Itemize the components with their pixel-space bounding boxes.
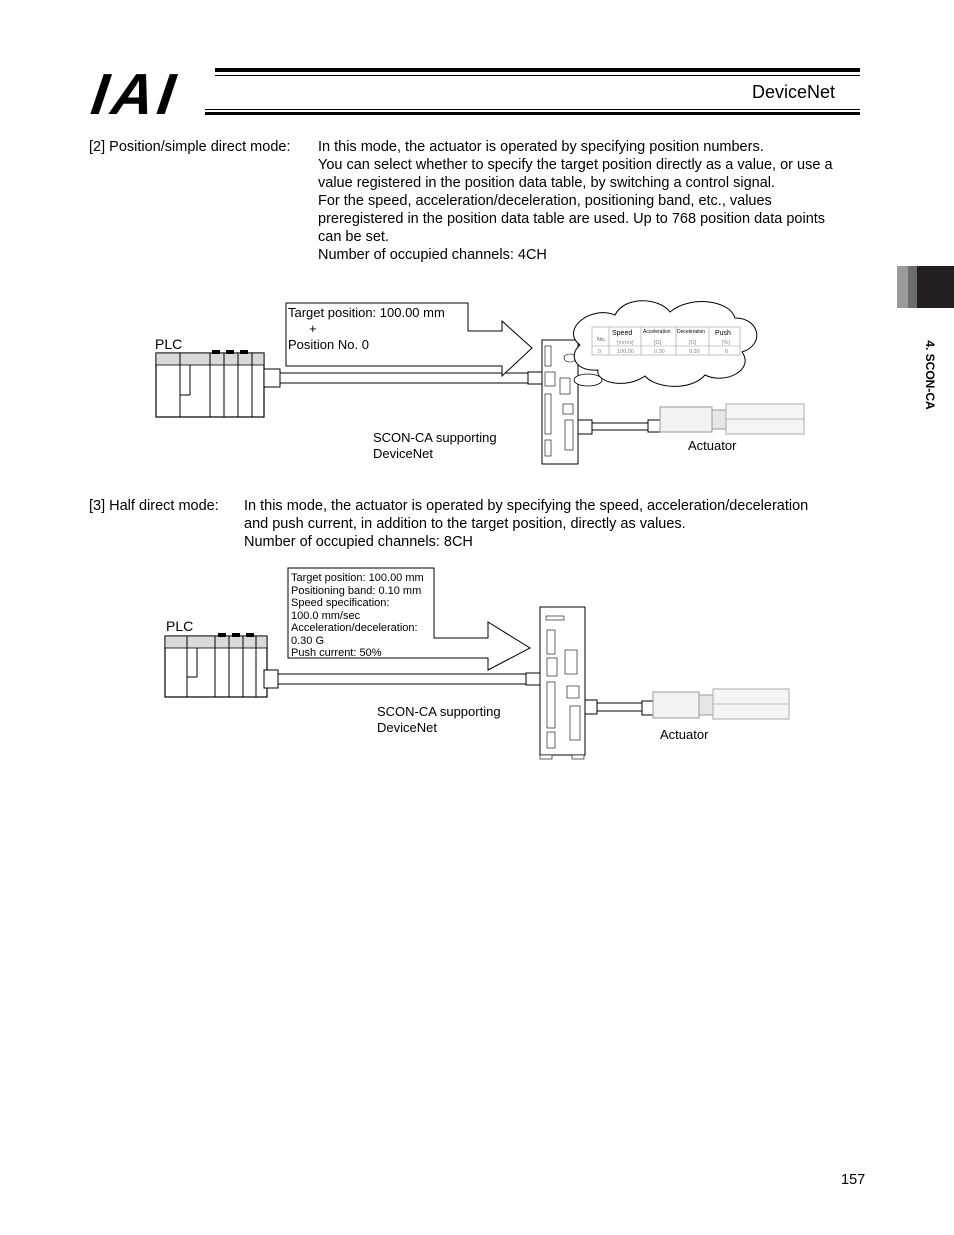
arrow-text-line: Position No. 0 [288, 337, 369, 352]
table-header: Deceleration [677, 329, 706, 335]
side-tab-label: 4. SCON-CA [923, 340, 937, 410]
scon-controller [540, 607, 597, 759]
section3-line: In this mode, the actuator is operated by specifying the speed, acceleration/deceleration [244, 498, 809, 514]
plc-label: PLC [166, 618, 194, 634]
arrow-text-line: 100.0 mm/sec [291, 610, 361, 622]
table-unit: [%] [722, 340, 730, 346]
table-unit: [G] [654, 340, 662, 346]
section2-label: [2] Position/simple direct mode: [89, 139, 291, 155]
arrow-text-line: Target position: 100.00 mm [288, 305, 445, 320]
arrow-text-line: Target position: 100.00 mm [291, 572, 424, 584]
arrow-text-line: Push current: 50% [291, 647, 382, 659]
table-header: Speed [612, 330, 633, 337]
page-number: 157 [841, 1172, 866, 1188]
controller-label: SCON-CA supporting [373, 430, 497, 445]
plc-unit [165, 633, 278, 697]
table-header: Acceleration [643, 329, 671, 335]
controller-label: DeviceNet [377, 720, 437, 735]
table-unit: [G] [689, 340, 697, 346]
actuator-label: Actuator [688, 438, 737, 453]
table-cell: 0.30 [654, 349, 665, 355]
table-cell: 100.00 [617, 349, 634, 355]
section3-label: [3] Half direct mode: [89, 498, 219, 514]
controller-label: SCON-CA supporting [377, 704, 501, 719]
actuator [653, 689, 789, 719]
controller-label: DeviceNet [373, 446, 433, 461]
arrow-text-line: Positioning band: 0.10 mm [291, 585, 422, 597]
arrow-text-line: Acceleration/deceleration: [291, 622, 418, 634]
table-unit: [mm/s] [617, 340, 634, 346]
table-cell: 0 [598, 349, 602, 355]
table-header: Push [715, 330, 731, 337]
section3-line: Number of occupied channels: 8CH [244, 534, 473, 550]
section2-line: You can select whether to specify the target position directly as a value, or use a [318, 157, 833, 173]
section2-line: For the speed, acceleration/deceleration, positioning band, etc., values [318, 193, 772, 209]
section2-line: preregistered in the position data table are used. Up to 768 position data points [318, 211, 826, 227]
arrow-text-line: 0.30 G [291, 635, 325, 647]
arrow-text-line: + [309, 321, 317, 336]
actuator-label: Actuator [660, 727, 709, 742]
section2-line: can be set. [318, 229, 389, 245]
section2-line: In this mode, the actuator is operated by specifying position numbers. [318, 139, 764, 155]
table-cell: 0.30 [689, 349, 700, 355]
iai-logo: IAI [87, 62, 183, 127]
table-cell: 0 [725, 349, 729, 355]
table-header: No. [597, 337, 606, 343]
plc-label: PLC [155, 336, 183, 352]
header-title: DeviceNet [752, 82, 836, 102]
section2-line: value registered in the position data table, by switching a control signal. [318, 175, 776, 191]
section2-line: Number of occupied channels: 4CH [318, 247, 547, 263]
arrow-text-line: Speed specification: [291, 597, 390, 609]
section3-line: and push current, in addition to the target position, directly as values. [244, 516, 686, 532]
